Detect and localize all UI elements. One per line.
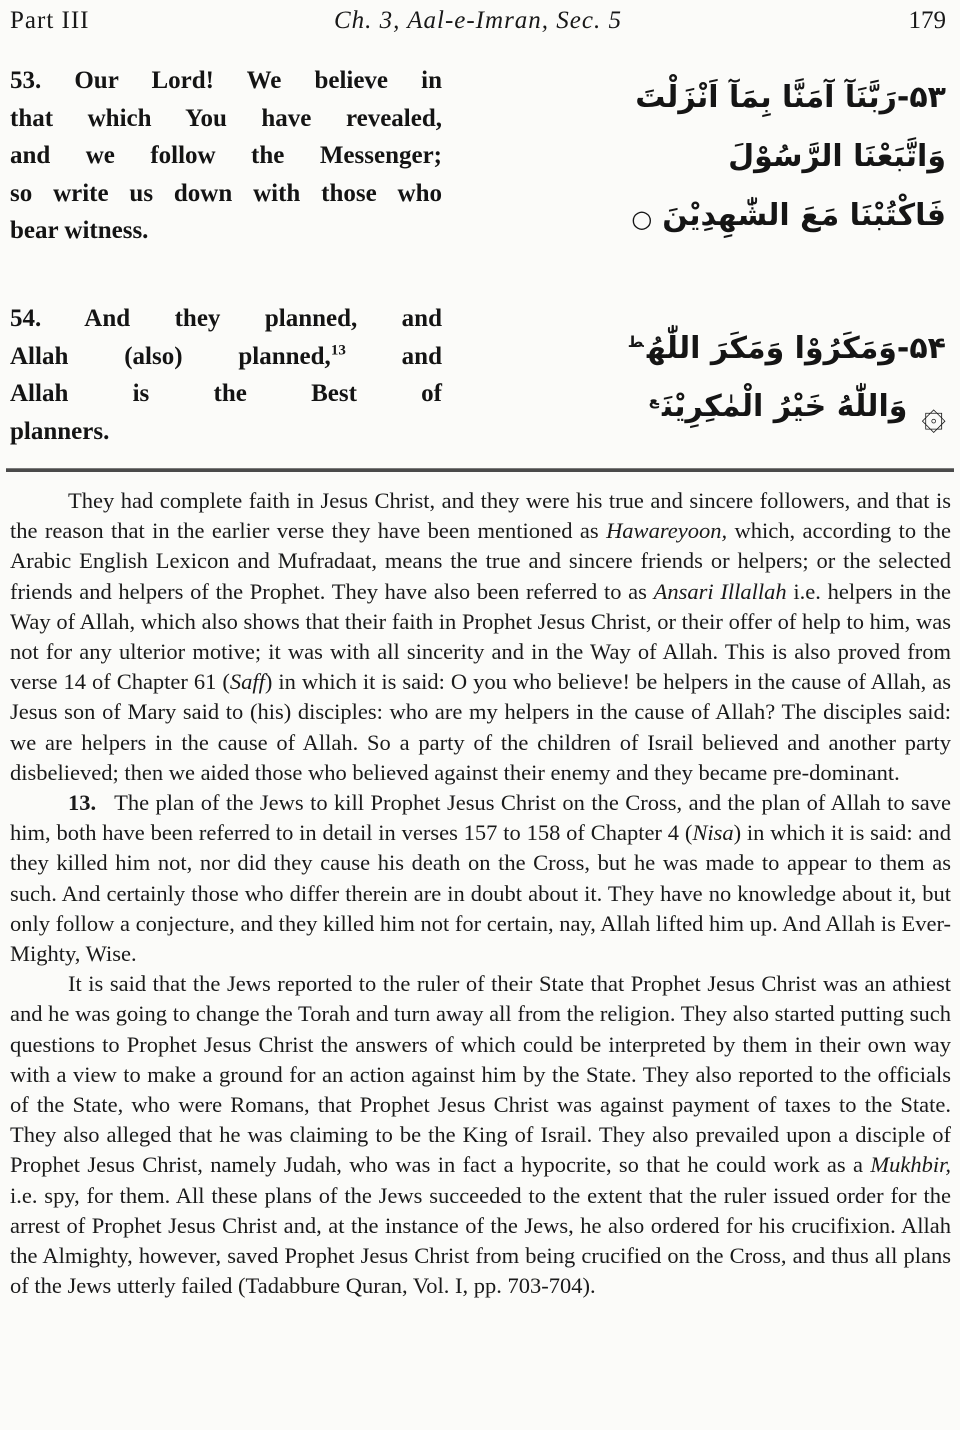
- term-saff: Saff: [229, 669, 265, 695]
- commentary-text: ) in which it is said: and they killed him not, nor did they cause his death on the Cross, but he was made to appear to them as such. And certainly those who differ therein are in doubt about it. They have no knowledge about it, but only follow a conjecture, and they killed him not for certain, nay, Allah lifted him up. And Allah is Ever-Mighty, Wise.: [10, 820, 951, 967]
- commentary-para-2: [10, 788, 951, 969]
- arabic-text: وَاللّٰهُ خَيْرُ الْمٰكِرِيْنَ: [662, 389, 908, 424]
- quran-stop-ain-mark: ع: [648, 391, 660, 409]
- commentary-text: It is said that the Jews reported to the ruler of their State that Prophet Jesus Christ was an athiest and he was going to change the Torah and turn away all from the religion. They also started putting such questions to Prophet Jesus Christ the answers of which could be interpreted by them in their own way with a view to make a ground for an action against him by the State. They also reported to the officials of the State, who were Romans, that Prophet Jesus Christ was against payment of taxes to the State. They also alleged that he was claiming to be the King of Israil. They also prevailed upon a disciple of Prophet Jesus Christ, namely Judah, who was in fact a hypocrite, so that he could work as a: [10, 971, 951, 1178]
- commentary-text: which, according to the Arabic English Lexicon and Mufradaat, means the true and sincere friends or helpers; or the selected friends and helpers of the Prophet. They have also been referred to as: [10, 518, 951, 604]
- verse-53-english: [10, 62, 442, 250]
- arabic-text: ۵۳-رَبَّنَآ آمَنَّا بِمَآ اَنْزَلْتَ: [635, 80, 946, 115]
- arabic-line: [476, 127, 946, 186]
- arabic-line: [476, 186, 946, 249]
- ruku-ornament-icon: ۞: [921, 388, 946, 438]
- arabic-text: ۵۴-وَمَكَرُوْا وَمَكَرَ اللّٰهُ: [646, 331, 946, 366]
- verse-line: 53. Our Lord! We believe in: [10, 67, 442, 94]
- commentary-text: They had complete faith in Jesus Christ, and they were his true and sincere followers, and that is the reason that in the earlier verse they have been mentioned as: [10, 488, 951, 544]
- verse-54-english: [10, 300, 442, 450]
- header-part-label: Part III: [10, 7, 90, 34]
- verse-text: and: [345, 342, 442, 370]
- commentary-text: ) in which it is said: O you who believe! be helpers in the cause of Allah, as Jesus son of Mary said to (his) disciples: who are my helpers in the cause of Allah? The disciples said: we are helpers in the cause of Allah. So a party of the children of Israil believed and another party disbelieved; then we aided those who believed against their enemy and they became pre-dominant.: [10, 669, 951, 785]
- footnote-number: 13.: [68, 790, 97, 816]
- verse-line: 54. And they planned, and: [10, 305, 442, 332]
- verse-line: bear witness.: [10, 217, 149, 244]
- end-of-verse-circle-icon: ○: [631, 205, 653, 233]
- footnote-ref-superscript: 13: [330, 342, 346, 359]
- verse-line: [10, 338, 442, 376]
- commentary-text: The plan of the Jews to kill Prophet Jesus Christ on the Cross, and the plan of Allah to save him, both have been referred to in detail in verses 157 to 158 of Chapter 4 (: [10, 790, 951, 846]
- verse-text: Allah (also) planned,: [10, 342, 331, 370]
- header-page-number: 179: [908, 7, 946, 34]
- verse-line: that which You have revealed,: [10, 104, 442, 132]
- verse-line: Allah is the Best of: [10, 380, 442, 407]
- arabic-line: [476, 378, 946, 436]
- commentary: [10, 486, 951, 1301]
- term-ansari-illallah: Ansari Illallah: [653, 578, 787, 604]
- verse-line: planners.: [10, 417, 110, 445]
- commentary-text: i.e. spy, for them. All these plans of the Jews succeeded to the extent that the ruler issued order for the arrest of Prophet Jesus Christ and, at the instance of the Jews, he also ordered for his crucifixion. Allah the Almighty, however, saved Prophet Jesus Christ from being crucified on the Cross, and thus all plans of the Jews utterly failed (Tadabbure Quran, Vol. I, pp. 703-704).: [10, 1182, 951, 1299]
- page-header: [10, 6, 946, 40]
- term-mukhbir: Mukhbir,: [870, 1152, 951, 1178]
- commentary-para-1: [10, 486, 951, 788]
- arabic-line: [476, 68, 946, 127]
- commentary-para-3: [10, 969, 951, 1301]
- header-chapter-title: Ch. 3, Aal-e-Imran, Sec. 5: [334, 7, 622, 34]
- term-hawareyoon: Hawareyoon,: [606, 518, 728, 544]
- verse-54-arabic: [476, 320, 946, 436]
- verse-53-arabic: [476, 68, 946, 249]
- verse-line: so write us down with those who: [10, 179, 442, 207]
- term-nisa: Nisa: [692, 820, 734, 846]
- verse-line: and we follow the Messenger;: [10, 142, 442, 169]
- arabic-line: [476, 320, 946, 378]
- arabic-text: فَاكْتُبْنَا مَعَ الشّٰهِدِيْنَ: [662, 198, 946, 233]
- section-divider: [6, 468, 954, 472]
- commentary-text: i.e. helpers in the Way of Allah, which also shows that their faith in Prophet Jesus Christ, or their offer of help to him, was not for any ulterior motive; it was with all sincerity and in the Way of Allah. This is also proved from verse 14 of Chapter 61 (: [10, 578, 951, 695]
- arabic-text: وَاتَّبَعْنَا الرَّسُوْلَ: [728, 139, 946, 174]
- quran-stop-ta-mark: ط: [627, 333, 644, 351]
